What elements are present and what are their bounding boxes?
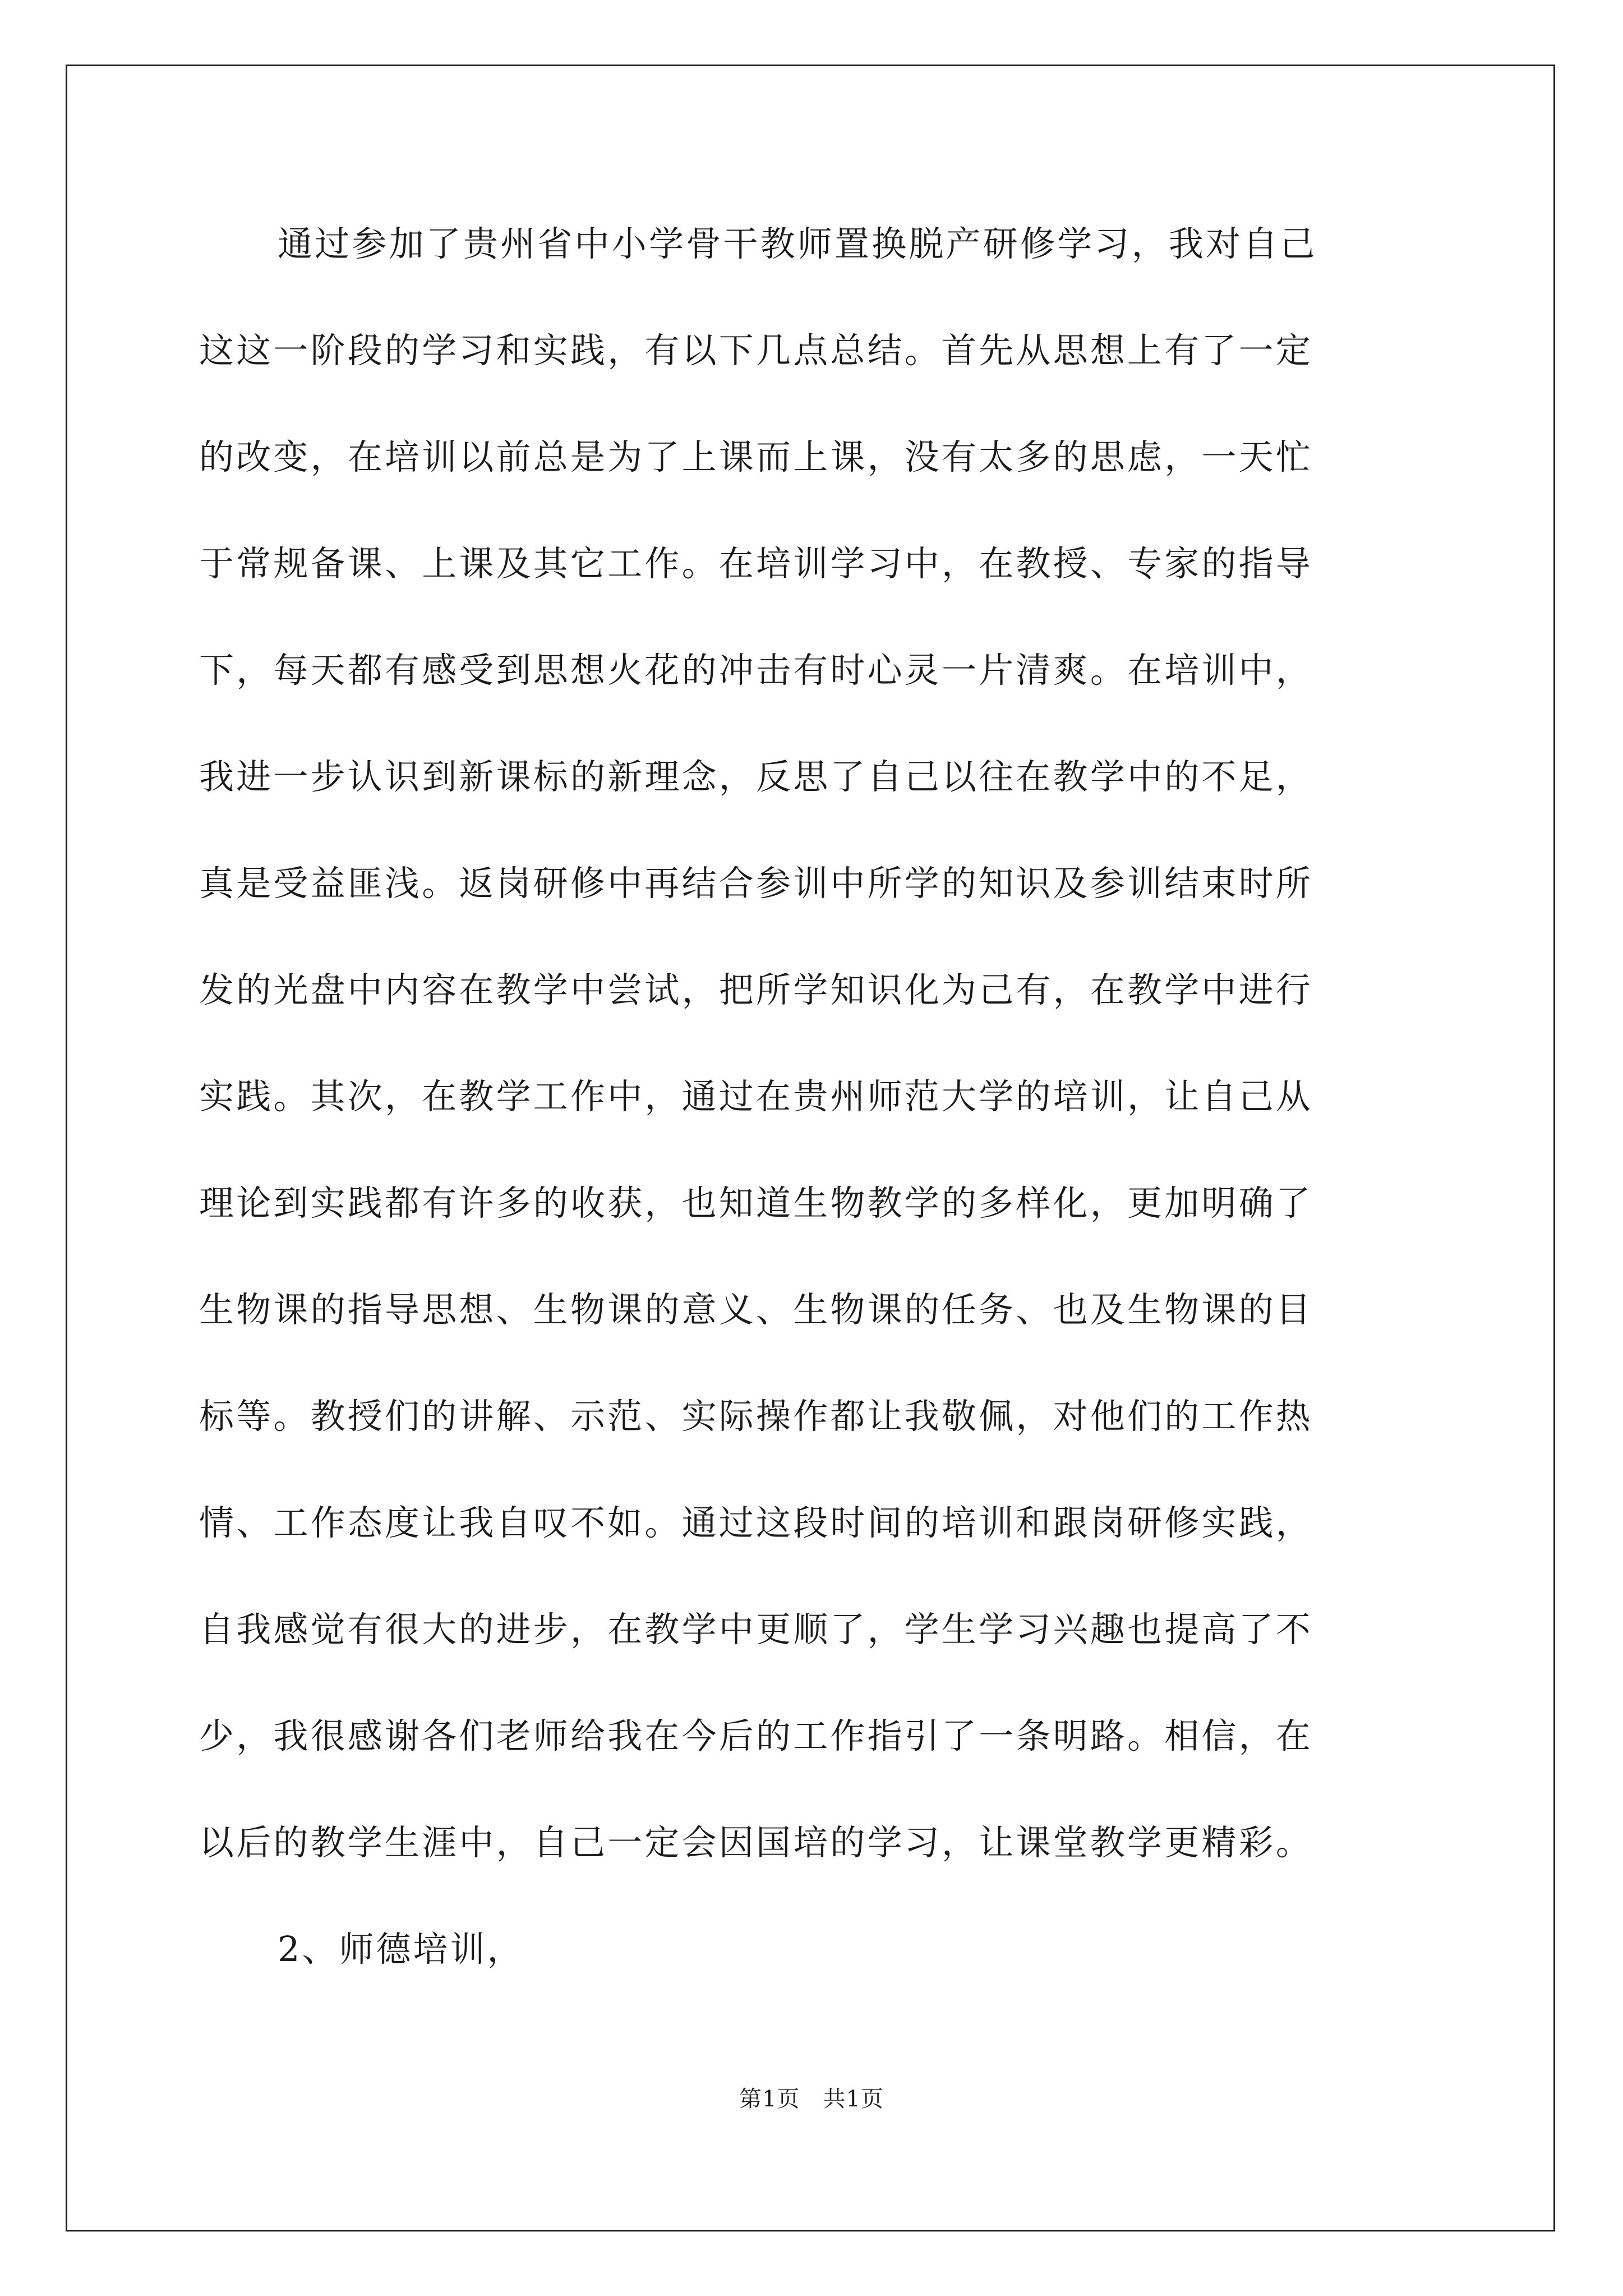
paragraph-line: 发的光盘中内容在教学中尝试，把所学知识化为己有，在教学中进行 — [199, 969, 1313, 1010]
paragraph-line: 以后的教学生涯中，自己一定会因国培的学习，让课堂教学更精彩。 — [199, 1822, 1313, 1863]
paragraph-line: 生物课的指导思想、生物课的意义、生物课的任务、也及生物课的目 — [199, 1289, 1313, 1330]
paragraph-line: 实践。其次，在教学工作中，通过在贵州师范大学的培训，让自己从 — [199, 1076, 1313, 1117]
paragraph-line: 的改变，在培训以前总是为了上课而上课，没有太多的思虑，一天忙 — [199, 436, 1313, 477]
paragraph-line: 下，每天都有感受到思想火花的冲击有时心灵一片清爽。在培训中， — [199, 650, 1313, 691]
document-body — [199, 213, 1427, 2042]
paragraph-line: 理论到实践都有许多的收获，也知道生物教学的多样化，更加明确了 — [199, 1182, 1313, 1223]
paragraph-line: 我进一步认识到新课标的新理念，反思了自己以往在教学中的不足， — [199, 756, 1313, 797]
paragraph-line: 这这一阶段的学习和实践，有以下几点总结。首先从思想上有了一定 — [199, 330, 1313, 371]
paragraph-line: 真是受益匪浅。返岗研修中再结合参训中所学的知识及参训结束时所 — [199, 863, 1313, 904]
paragraph-line: 通过参加了贵州省中小学骨干教师置换脱产研修学习，我对自己 — [278, 223, 1317, 264]
page-number-footer: 第1页 共1页 — [739, 2086, 884, 2112]
section-heading: 2、师德培训， — [278, 1929, 524, 1970]
paragraph-line: 标等。教授们的讲解、示范、实际操作都让我敬佩，对他们的工作热 — [199, 1396, 1313, 1437]
paragraph-line: 于常规备课、上课及其它工作。在培训学习中，在教授、专家的指导 — [199, 543, 1313, 584]
paragraph-line: 自我感觉有很大的进步，在教学中更顺了，学生学习兴趣也提高了不 — [199, 1609, 1313, 1650]
paragraph-line: 情、工作态度让我自叹不如。通过这段时间的培训和跟岗研修实践， — [199, 1502, 1313, 1543]
paragraph-line: 少，我很感谢各们老师给我在今后的工作指引了一条明路。相信，在 — [199, 1715, 1313, 1756]
